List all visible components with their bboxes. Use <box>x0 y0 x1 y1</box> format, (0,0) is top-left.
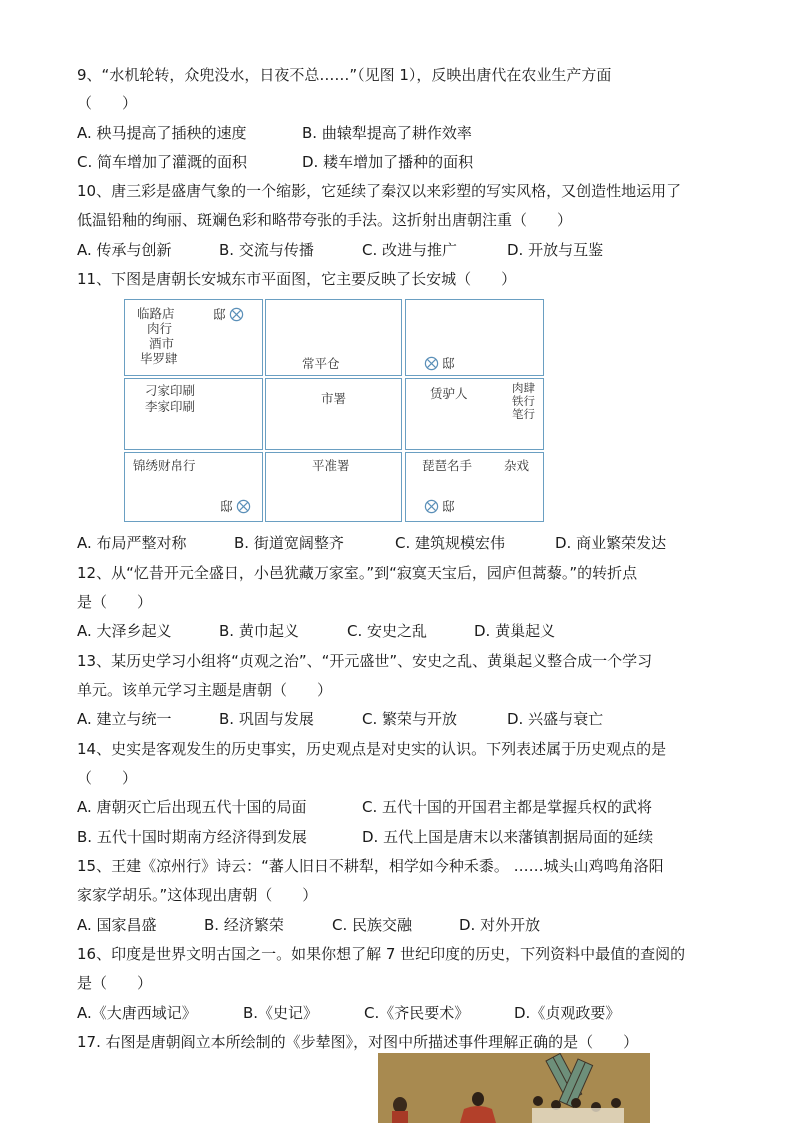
q10-option-c: C. 改进与推广 <box>362 241 458 259</box>
east-market-plan-map <box>124 299 544 522</box>
map-label-changpingcang: 常平仓 <box>302 356 340 371</box>
map-label-pipa: 琵琶名手 <box>422 458 473 473</box>
q15-option-c: C. 民族交融 <box>332 916 413 934</box>
q10-option-b: B. 交流与传播 <box>219 241 314 259</box>
q14-option-a: A. 唐朝灭亡后出现五代十国的局面 <box>77 798 307 816</box>
map-label-bihang: 笔行 <box>512 407 535 421</box>
map-mansion-r3c1 <box>220 499 251 514</box>
map-mansion-label: 邸 <box>442 499 455 514</box>
q16-stem-line1: 16、印度是世界文明古国之一。如果你想了解 7 世纪印度的历史，下列资料中最值的查阅的 <box>77 945 686 963</box>
q11-option-d: D. 商业繁荣发达 <box>555 534 667 552</box>
map-block-r1c1 <box>124 299 263 376</box>
q16-stem-line2: 是（ ） <box>77 974 153 992</box>
map-label-shishu: 市署 <box>321 391 347 406</box>
q12-option-b: B. 黄巾起义 <box>219 622 299 640</box>
q12-option-c: C. 安史之乱 <box>347 622 428 640</box>
q13-stem-line1: 13、某历史学习小组将“贞观之治”、“开元盛世”、安史之乱、黄巢起义整合成一个学习 <box>77 652 653 670</box>
q13-option-d: D. 兴盛与衰亡 <box>507 710 604 728</box>
map-label-linludian: 临路店 <box>137 306 175 321</box>
q11-option-c: C. 建筑规模宏伟 <box>395 534 506 552</box>
map-block-r1c3 <box>405 299 544 376</box>
map-mansion-label: 邸 <box>442 356 455 371</box>
q11-option-b: B. 街道宽阔整齐 <box>234 534 344 552</box>
q16-option-d: D.《贞观政要》 <box>514 1004 621 1022</box>
q13-option-a: A. 建立与统一 <box>77 710 172 728</box>
map-label-lvren: 赁驴人 <box>430 386 468 401</box>
q12-stem-line1: 12、从“忆昔开元全盛日，小邑犹藏万家室。”到“寂寞天宝后，园庐但蒿藜。”的转折点 <box>77 564 638 582</box>
q15-stem-line1: 15、王建《凉州行》诗云：“蕃人旧日不耕犁，相学如今种禾黍。 ……城头山鸡鸣角洛阳 <box>77 857 664 875</box>
q9-option-a: A. 秧马提高了插秧的速度 <box>77 124 247 142</box>
q9-option-b: B. 曲辕犁提高了耕作效率 <box>302 124 472 142</box>
map-mansion-label: 邸 <box>213 307 226 322</box>
q16-option-b: B.《史记》 <box>243 1004 319 1022</box>
q14-option-d: D. 五代上国是唐末以来藩镇割据局面的延续 <box>362 828 654 846</box>
painting-figures-illustration <box>378 1053 650 1123</box>
map-block-r3c2 <box>265 452 402 522</box>
q13-option-b: B. 巩固与发展 <box>219 710 314 728</box>
q14-answer-paren: （ ） <box>77 769 138 787</box>
map-label-pingzhunshu: 平准署 <box>312 458 350 473</box>
q9-stem: 9、“水机轮转，众兜没水，日夜不总……”（见图 1），反映出唐代在农业生产方面 <box>77 66 612 84</box>
map-block-r2c2 <box>265 378 402 450</box>
map-block-r1c2 <box>265 299 402 376</box>
q12-option-d: D. 黄巢起义 <box>474 622 556 640</box>
mansion-marker-icon <box>424 499 439 514</box>
q10-option-d: D. 开放与互鉴 <box>507 241 604 259</box>
map-mansion-label: 邸 <box>220 499 233 514</box>
map-mansion-r1c1 <box>213 307 244 322</box>
q9-answer-paren: （ ） <box>77 94 138 112</box>
q12-stem-line2: 是（ ） <box>77 593 153 611</box>
map-block-r3c1 <box>124 452 263 522</box>
q14-option-b: B. 五代十国时期南方经济得到发展 <box>77 828 307 846</box>
q15-option-d: D. 对外开放 <box>459 916 541 934</box>
q15-option-b: B. 经济繁荣 <box>204 916 284 934</box>
mansion-marker-icon <box>229 307 244 322</box>
map-label-rouhang: 肉行 <box>147 321 173 336</box>
map-label-zaxi: 杂戏 <box>504 458 530 473</box>
map-block-r2c1 <box>124 378 263 450</box>
q11-stem: 11、下图是唐朝长安城东市平面图，它主要反映了长安城（ ） <box>77 270 517 288</box>
map-label-diaojia: 刁家印刷 <box>145 383 196 398</box>
map-label-shops <box>512 382 535 448</box>
map-mansion-r3c3 <box>424 499 455 514</box>
map-block-r3c3 <box>405 452 544 522</box>
mansion-marker-icon <box>236 499 251 514</box>
map-label-rousi: 肉肆 <box>512 381 535 395</box>
map-label-jinxiu: 锦绣财帛行 <box>133 458 196 473</box>
mansion-marker-icon <box>424 356 439 371</box>
q10-stem-line2: 低温铅釉的绚丽、斑斓色彩和略带夸张的手法。这折射出唐朝注重（ ） <box>77 211 573 229</box>
map-label-jiushi: 酒市 <box>149 336 175 351</box>
q14-stem: 14、史实是客观发生的历史事实，历史观点是对史实的认识。下列表述属于历史观点的是 <box>77 740 667 758</box>
q9-option-d: D. 耧车增加了播种的面积 <box>302 153 474 171</box>
q15-option-a: A. 国家昌盛 <box>77 916 157 934</box>
q13-stem-line2: 单元。该单元学习主题是唐朝（ ） <box>77 681 333 699</box>
q10-stem-line1: 10、唐三彩是盛唐气象的一个缩影，它延续了秦汉以来彩塑的写实风格，又创造性地运用了 <box>77 182 682 200</box>
bunian-painting-image <box>378 1053 650 1123</box>
q16-option-a: A.《大唐西域记》 <box>77 1004 197 1022</box>
map-label-tiehang: 铁行 <box>512 394 535 408</box>
q11-option-a: A. 布局严整对称 <box>77 534 187 552</box>
q9-option-c: C. 简车增加了灌溉的面积 <box>77 153 248 171</box>
q17-stem: 17. 右图是唐朝阎立本所绘制的《步辇图》，对图中所描述事件理解正确的是（ ） <box>77 1033 639 1051</box>
map-label-lijia: 李家印刷 <box>145 399 196 414</box>
q10-option-a: A. 传承与创新 <box>77 241 172 259</box>
map-label-biluosi: 毕罗肆 <box>140 351 178 366</box>
q16-option-c: C.《齐民要术》 <box>364 1004 470 1022</box>
map-block-r2c3 <box>405 378 544 450</box>
q14-option-c: C. 五代十国的开国君主都是掌握兵权的武将 <box>362 798 653 816</box>
q12-option-a: A. 大泽乡起义 <box>77 622 172 640</box>
q13-option-c: C. 繁荣与开放 <box>362 710 458 728</box>
map-mansion-r1c3 <box>424 356 455 371</box>
q15-stem-line2: 家家学胡乐。”这体现出唐朝（ ） <box>77 886 318 904</box>
